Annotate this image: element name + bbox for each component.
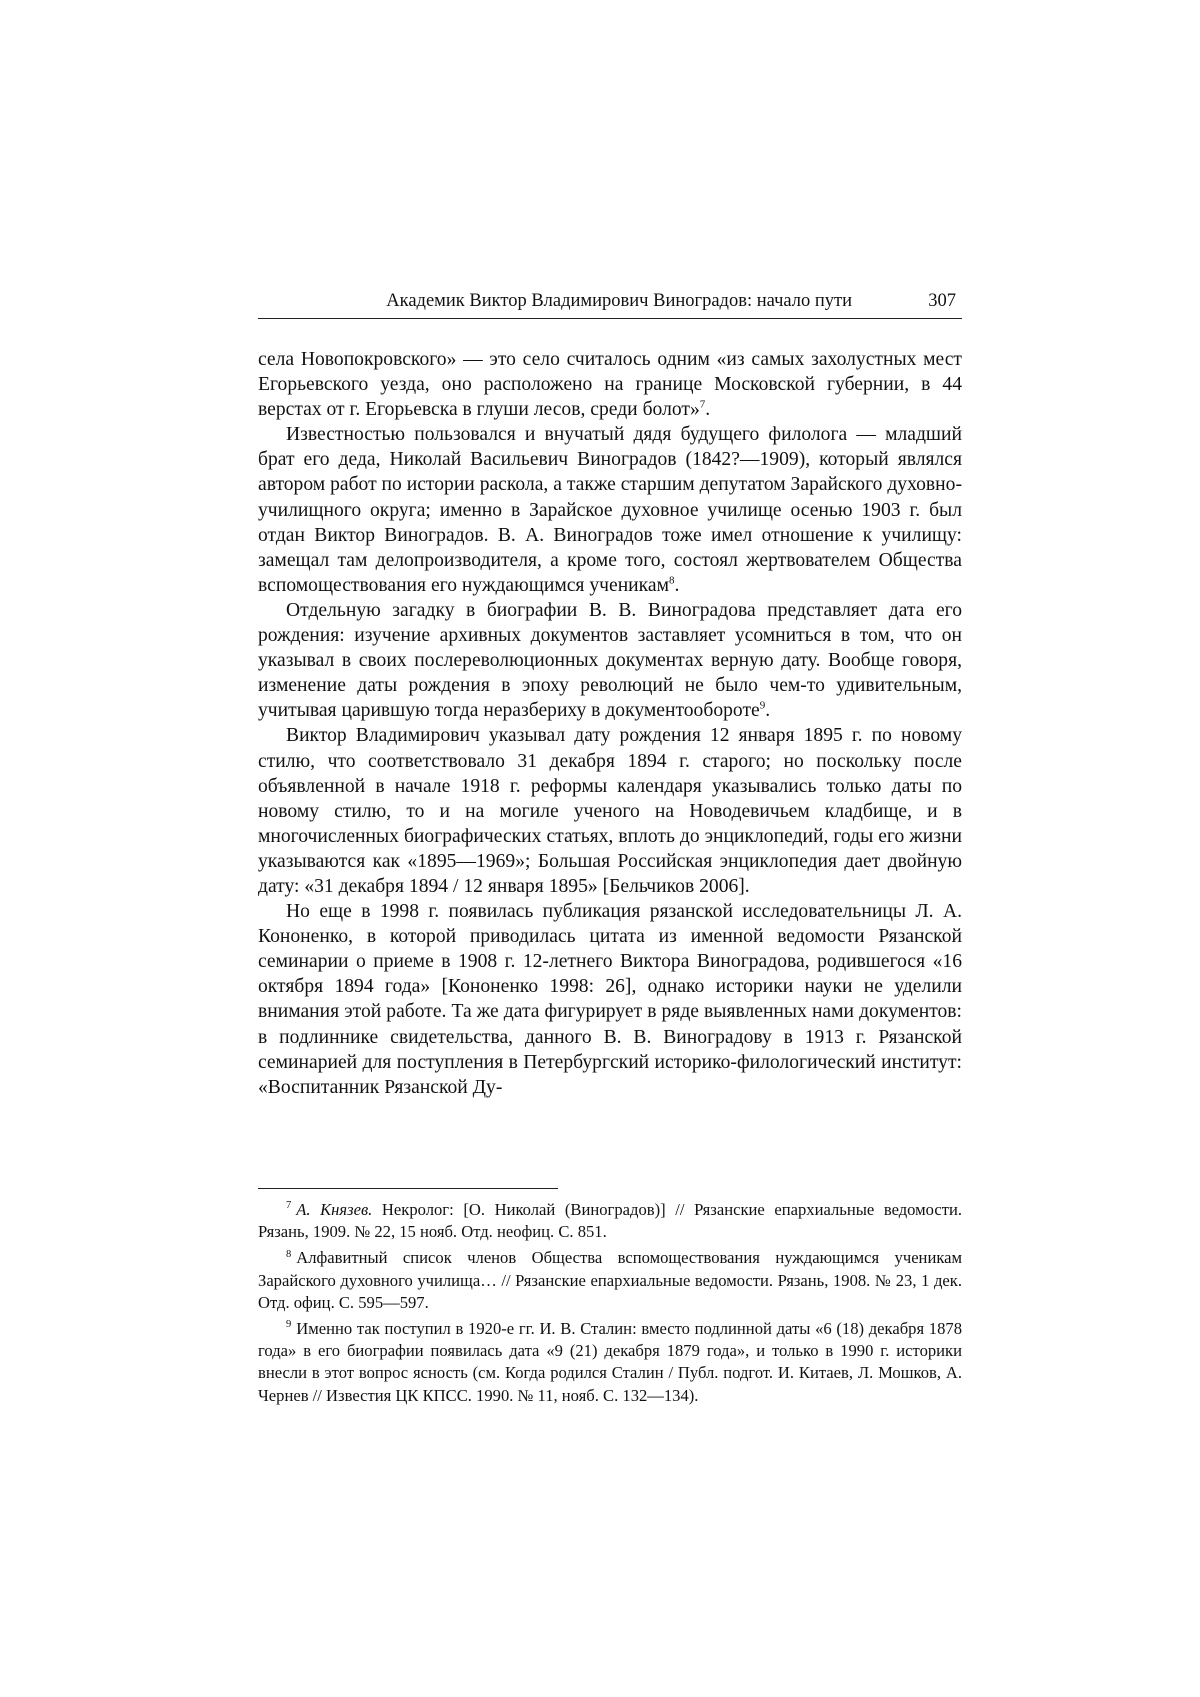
paragraph-3 xyxy=(258,598,962,723)
footnote-7-text: Некролог: [О. Николай (Виноградов)] // Рязанские епархиальные ведомости. Рязань, 1909. № 22, 15 нояб. Отд. неофиц. С. 851. xyxy=(258,1200,963,1242)
paragraph-2 xyxy=(258,422,962,598)
paragraph-4: Виктор Владимирович указывал дату рождения 12 января 1895 г. по новому стилю, что соответствовало 31 декабря 1894 г. старого; но поскольку после объявленной в начале 1918 г. реформы календаря указывались только даты по новому стилю, то и на могиле ученого на Новодевичьем кладбище, и в многочисленных биографических статьях, вплоть до энциклопедий, годы его жизни указываются как «1895—1969»; Большая Российская энциклопедия дает двойную дату: «31 декабря 1894 / 12 января 1895» [Бельчиков 2006]. xyxy=(258,725,962,897)
page-number: 307 xyxy=(928,291,956,311)
footnote-number-8: 8 xyxy=(286,1248,292,1260)
footnote-divider xyxy=(258,1188,558,1189)
running-title: Академик Виктор Владимирович Виноградов: начало пути xyxy=(386,291,852,311)
footnote-7 xyxy=(258,1199,962,1243)
paragraph-1 xyxy=(258,347,962,422)
body-text xyxy=(258,347,962,1100)
paragraph-1-end: . xyxy=(705,399,711,421)
footnote-number-9: 9 xyxy=(286,1319,292,1331)
paragraph-1-text: села Новопокровского» — это село считалось одним «из самых захолустных мест Егорьевского уезда, оно расположено на границе Московской губернии, в 44 верстах от г. Егорьевска в глуши лесов, среди болот» xyxy=(258,349,962,421)
footnote-ref-9[interactable]: 9 xyxy=(759,699,766,712)
footnotes xyxy=(258,1199,962,1411)
footnote-ref-8[interactable]: 8 xyxy=(668,574,675,587)
paragraph-5: Но еще в 1998 г. появилась публикация рязанской исследовательницы Л. А. Кононенко, в которой приводилась цитата из именной ведомости Рязанской семинарии о приеме в 1908 г. 12-летнего Виктора Виноградова, родившегося «16 октября 1894 года» [Кононенко 1998: 26], однако историки науки не уделили внимания этой работе. Та же дата фигурирует в ряде выявленных нами документов: в подлиннике свидетельства, данного В. В. Виноградову в 1913 г. Рязанской семинарией для поступления в Петербургский историко-филологический институт: «Воспитанник Рязанской Ду- xyxy=(258,901,962,1098)
footnote-7-author: А. Князев. xyxy=(296,1200,373,1219)
paragraph-3-end: . xyxy=(765,700,771,722)
footnote-ref-7[interactable]: 7 xyxy=(699,398,706,411)
footnote-8-text: Алфавитный список членов Общества вспомоществования нуждающимся ученикам Зарайского духовного училища… // Рязанские епархиальные ведомости. Рязань, 1908. № 23, 1 дек. Отд. офиц. С. 595—597. xyxy=(258,1248,962,1312)
paragraph-2-text: Известностью пользовался и внучатый дядя будущего филолога — младший брат его деда, Николай Васильевич Виноградов (1842?—1909), который являлся автором работ по истории раскола, а также старшим депутатом Зарайского духовно-училищного округа; именно в Зарайское духовное училище осенью 1903 г. был отдан Виктор Виноградов. В. А. Виноградов тоже имел отношение к училищу: замещал там делопроизводителя, а кроме того, состоял жертвователем Общества вспомоществования его нуждающимся ученикам xyxy=(258,424,962,596)
paragraph-3-text: Отдельную загадку в биографии В. В. Виноградова представляет дата его рождения: изучение архивных документов заставляет усомниться в том, что он указывал в своих послереволюционных документах верную дату. Вообще говоря, изменение даты рождения в эпоху революций не было чем-то удивительным, учитывая царившую тогда неразбериху в документообороте xyxy=(258,599,962,722)
paragraph-2-end: . xyxy=(674,574,680,596)
running-head xyxy=(258,288,962,319)
footnote-9-text: Именно так поступил в 1920-е гг. И. В. Сталин: вместо подлинной даты «6 (18) декабря 1878 года» в его биографии появилась дата «9 (21) декабря 1879 года», и только в 1990 г. историки внесли в этот вопрос ясность (см. Когда родился Сталин / Публ. подгот. И. Китаев, Л. Мошков, А. Чернев // Известия ЦК КПСС. 1990. № 11, нояб. С. 132—134). xyxy=(258,1319,962,1405)
footnote-9 xyxy=(258,1318,962,1407)
footnote-8 xyxy=(258,1247,962,1314)
footnote-number-7: 7 xyxy=(286,1200,292,1212)
